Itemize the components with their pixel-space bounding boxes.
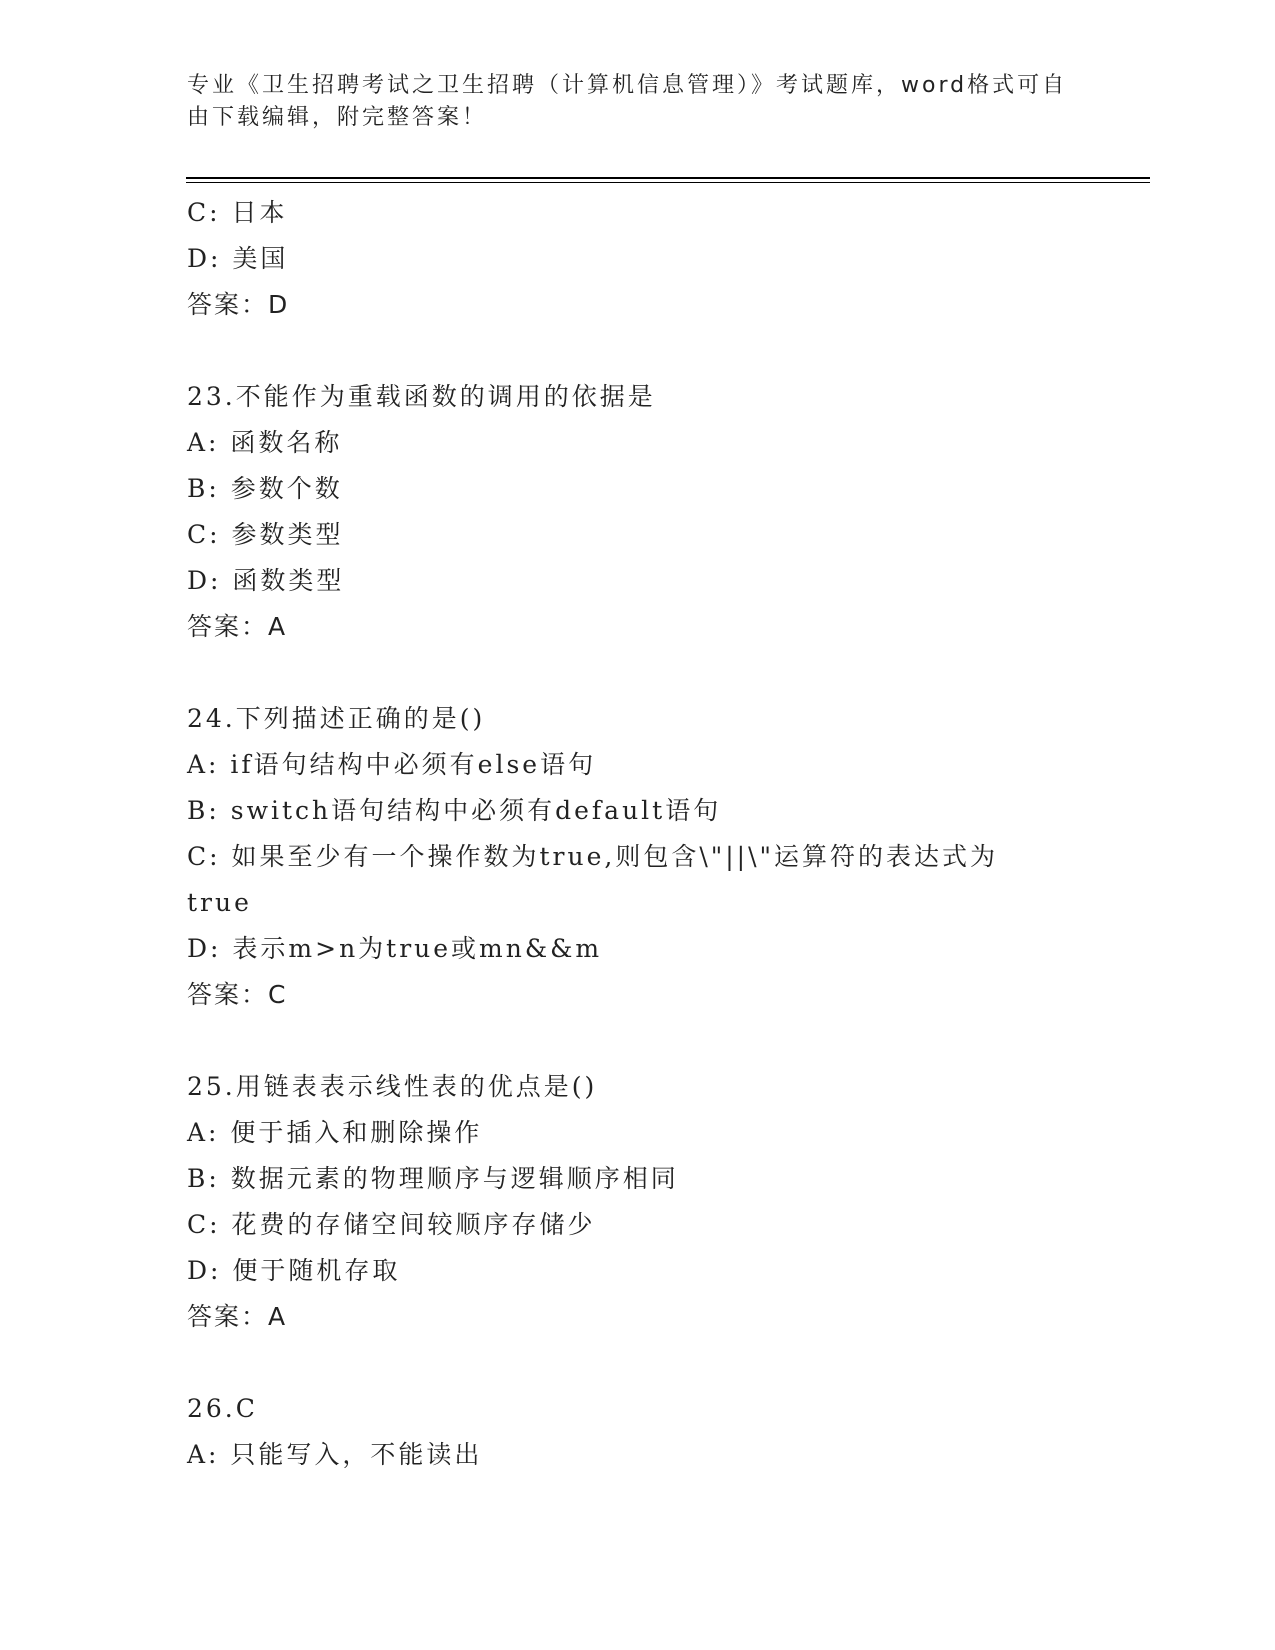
question-line: 26.C (187, 1394, 258, 1423)
answer-line: 答案：C (187, 980, 288, 1009)
question-line: 23.不能作为重载函数的调用的依据是 (187, 382, 656, 411)
option-line: C: 日本 (187, 198, 288, 227)
blank-line (187, 1018, 1087, 1064)
option-line: D: 表示m>n为true或mn&&m (187, 934, 603, 963)
answer-line: 答案：A (187, 612, 288, 641)
header-rule-thick (186, 177, 1150, 179)
question-list (187, 190, 1087, 1478)
question-line: 24.下列描述正确的是() (187, 704, 486, 733)
blank-line (187, 1340, 1087, 1386)
option-line: A: 便于插入和删除操作 (187, 1118, 483, 1147)
option-line: B: 数据元素的物理顺序与逻辑顺序相同 (187, 1164, 679, 1193)
option-line: D: 便于随机存取 (187, 1256, 401, 1285)
option-line: D: 美国 (187, 244, 289, 273)
document-header (187, 70, 1067, 134)
option-line: A: 函数名称 (187, 428, 343, 457)
blank-line (187, 328, 1087, 374)
answer-line: 答案：A (187, 1302, 288, 1331)
header-line-1: 专业《卫生招聘考试之卫生招聘（计算机信息管理）》考试题库，word格式可自 (187, 73, 1068, 98)
header-line-2: 由下载编辑，附完整答案！ (187, 105, 488, 130)
option-line: B: switch语句结构中必须有default语句 (187, 796, 722, 825)
option-line: A: 只能写入，不能读出 (187, 1440, 483, 1469)
option-line: C: 花费的存储空间较顺序存储少 (187, 1210, 596, 1239)
option-line: D: 函数类型 (187, 566, 345, 595)
option-line: A: if语句结构中必须有else语句 (187, 750, 597, 779)
header-rule-thin (186, 182, 1150, 183)
option-line: B: 参数个数 (187, 474, 343, 503)
answer-line: 答案：D (187, 290, 290, 319)
blank-line (187, 650, 1087, 696)
option-line: C: 如果至少有一个操作数为true,则包含\"||\"运算符的表达式为 (187, 842, 999, 871)
option-line: C: 参数类型 (187, 520, 344, 549)
question-line: 25.用链表表示线性表的优点是() (187, 1072, 598, 1101)
option-line: true (187, 888, 252, 917)
